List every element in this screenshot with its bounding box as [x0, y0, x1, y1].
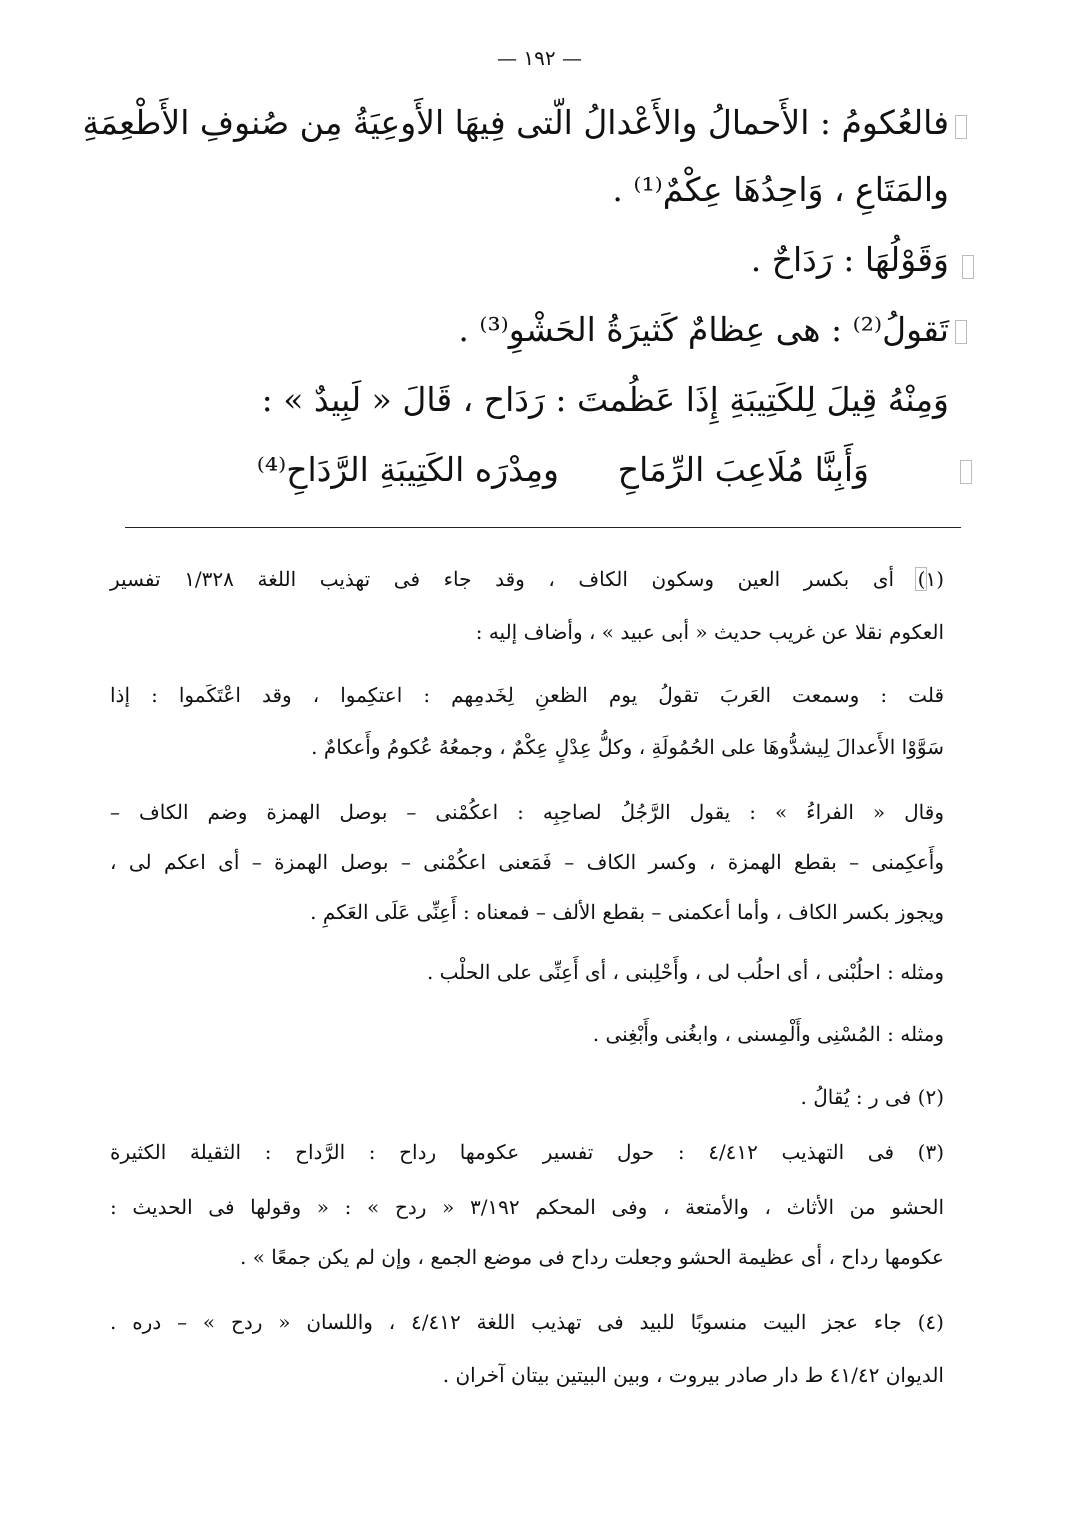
footnote-1-line-8: ومثله : احلُبْنى ، أى احلُب لى ، وأَحْلِبنى ، أى أَعِنِّى على الحلْب .: [426, 960, 944, 984]
footnote-1-line-5: وقال « الفراءُ » : يقول الرَّجُلُ لصاحِبِه : اعكُمْنى – بوصل الهمزة وضم الكاف –: [110, 800, 944, 824]
margin-mark: [960, 460, 972, 484]
main-text-line-4: تَقولُ⁽²⁾ : هى عِظامٌ كَثيرَةُ الحَشْوِ⁽³⁾ .: [458, 310, 949, 349]
footnote-1-line-1: (١) أى بكسر العين وسكون الكاف ، وقد جاء فى تهذيب اللغة ١/٣٢٨ تفسير: [110, 567, 944, 591]
footnote-1-line-7: ويجوز بكسر الكاف ، وأما أعكمنى – بقطع الألف – فمعناه : أَعِنِّى عَلَى العَكمِ .: [310, 900, 944, 924]
footnote-separator: [125, 527, 961, 528]
footnote-4-line-2: الديوان ٤١/٤٢ ط دار صادر بيروت ، وبين البيتين بيتان آخران .: [442, 1363, 944, 1387]
footnote-1-line-9: ومثله : المُسْنِى وأَلْمِسنى ، وابغُنى وأَبْغِنى .: [592, 1022, 944, 1046]
footnote-1-line-6: وأَعكِمنى – بقطع الهمزة ، وكسر الكاف – فَمَعنى اعكُمْنى – بوصل الهمزة – أى اعكم لى ،: [110, 850, 944, 874]
footnote-3-line-1: (٣) فى التهذيب ٤/٤١٢ : حول تفسير عكومها رداح : الرَّداح : الثقيلة الكثيرة: [110, 1140, 945, 1164]
margin-mark: [962, 255, 974, 279]
verse-second-hemistich: ومِدْرَه الكَتِيبَةِ الرَّدَاحِ⁽⁴⁾: [256, 450, 559, 489]
footnote-4-line-1: (٤) جاء عجز البيت منسوبًا للبيد فى تهذيب اللغة ٤/٤١٢ ، واللسان « ردح » – دره .: [110, 1310, 944, 1334]
main-text-line-1: فالعُكومُ : الأَحمالُ والأَعْدالُ الّتى فِيهَا الأَوعِيَةُ مِن صُنوفِ الأَطْعِمَةِ: [82, 103, 949, 142]
footnote-1-line-4: سَوَّوْا الأَعدالَ لِيشدُّوهَا على الحُمُولَةِ ، وكلُّ عِدْلٍ عِكْمٌ ، وجمعُهُ عُكومُ وأَعكامٌ .: [311, 735, 944, 759]
footnote-1-line-3: قلت : وسمعت العَربَ تقولُ يوم الظعنِ لِخَدمِهم : اعتكِموا ، وقد اعْتَكَموا : إذا: [110, 683, 944, 707]
footnote-2: (٢) فى ر : يُقالُ .: [800, 1085, 944, 1109]
footnote-1-line-2: العكوم نقلا عن غريب حديث « أبى عبيد » ، وأضاف إليه :: [475, 620, 944, 644]
footnote-3-line-3: عكومها رداح ، أى عظيمة الحشو وجعلت رداح فى موضع الجمع ، وإن لم يكن جمعًا » .: [240, 1245, 944, 1269]
margin-mark: [955, 115, 967, 139]
verse-first-hemistich: وَأَبِنَّا مُلَاعِبَ الرِّمَاحِ: [617, 450, 869, 489]
main-text-line-2: والمَتَاعِ ، وَاحِدُهَا عِكْمٌ⁽¹⁾ .: [612, 170, 949, 209]
footnote-3-line-2: الحشو من الأثاث ، والأمتعة ، وفى المحكم ٣/١٩٢ « ردح » : « وقولها فى الحديث :: [110, 1195, 945, 1219]
margin-mark: [955, 320, 967, 344]
main-text-line-5: وَمِنْهُ قِيلَ لِلكَتِيبَةِ إِذَا عَظُمتَ : رَدَاح ، قَالَ « لَبِيدٌ » :: [261, 380, 949, 419]
main-text-line-3: وَقَوْلُهَا : رَدَاحٌ .: [750, 240, 949, 279]
page-number: — ١٩٢ —: [497, 46, 582, 70]
